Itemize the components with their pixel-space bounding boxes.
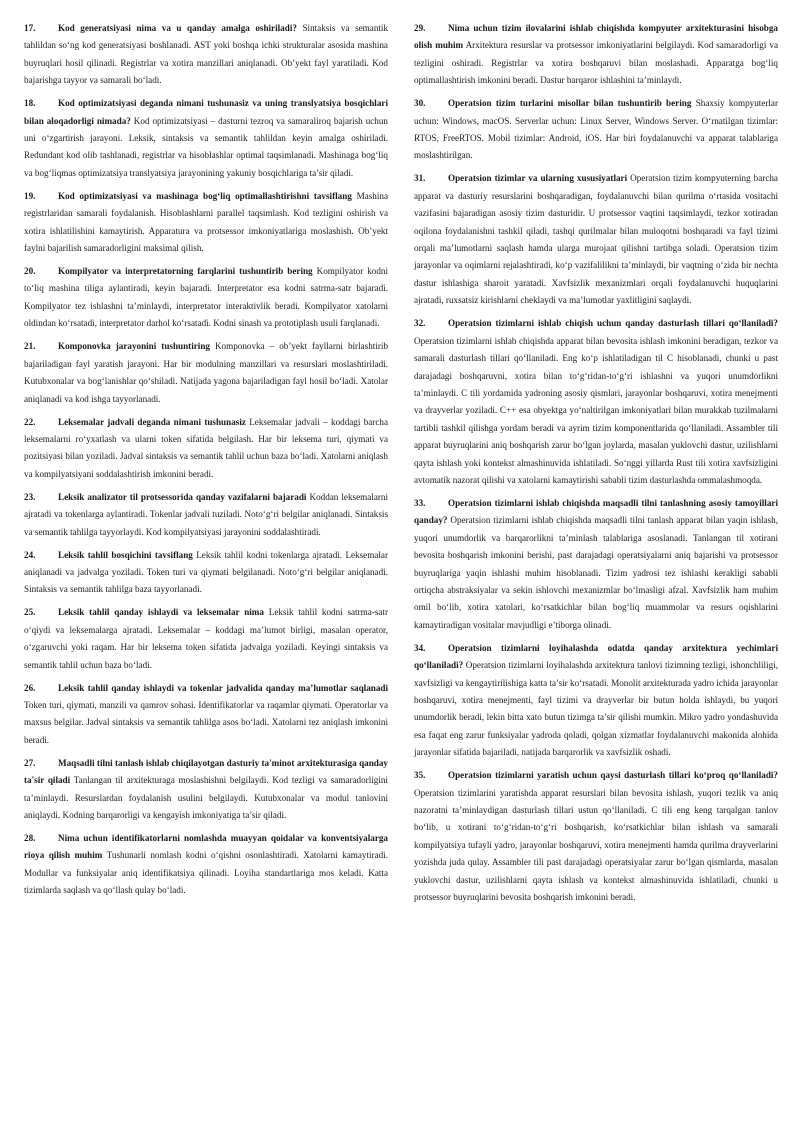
- question-number: 31.: [414, 173, 426, 184]
- question-number: 29.: [414, 23, 426, 33]
- question-item: [24, 680, 388, 750]
- question-item: [24, 338, 388, 408]
- question-title: Leksemalar jadvali deganda nimani tushunasiz: [58, 416, 246, 427]
- answer-text: Komponovka – ob’yekt fayllarni birlashtirib bajariladigan fayl yaratish jarayoni. Har bir modulning manzillari va resurslari moslashtiriladi. Kutubxonalar va bog‘lanishlar qo‘shiladi. Natijada yagona bajariladigan fayl hosil bo‘ladi. Xatolar aniqlanadi va kod ishga tayyorlanadi.: [24, 341, 389, 404]
- question-item: [24, 547, 388, 599]
- answer-text: Token turi, qiymati, manzili va qamrov sohasi. Identifikatorlar va raqamlar qiymati. Operatorlar va maxsus belgilar. Jadval sintaksis va semantik tahlilga asos bo‘ladi. Xatolarni tez aniqlash imkonini beradi.: [24, 699, 388, 745]
- question-number: 30.: [414, 98, 426, 109]
- question-item: [414, 170, 778, 309]
- question-title: Kod generatsiyasi nima va u qanday amalga oshiriladi?: [58, 23, 297, 33]
- answer-text: Operatsion tizimlarni ishlab chiqishda maqsadli tilni tanlash apparat bilan yaqin ishlash, yuqori unumdorlik va barqarorlikni ta’minlash talablariga asoslanadi. Tanlangan til xotirani bevosita boshqarish imkonini berishi, past darajadagi operatsiyalarni aniq bajarishi va protsessor buyruqlariga yaqin ishlashi muhim hisoblanadi. Tizim yadrosi tez ishlashi kerakligi sababli ortiqcha abstraksiyalar va sekin ishlovchi mexanizmlar bo‘lmasligi afzal. Xavfsizlik ham muhim omil bo‘lib, xotira xatolari, ko‘rsatkichlar bilan bog‘liq muammolar va resurs oqishlarini kamaytiradigan vositalar mavjudligi e’tiborga olinadi.: [414, 515, 778, 630]
- question-item: [24, 414, 388, 484]
- question-title: Kod optimizatsiyasi va mashinaga bog‘liq optimallashtirishni tavsiflang: [58, 190, 352, 201]
- answer-text: Tushunarli nomlash kodni o‘qishni osonlashtiradi. Xatolarni kamaytiradi. Modullar va funksiyalar aniq identifikatsiya qilinadi. Loyiha standartlariga mos keladi. Katta tizimlarda saqlash va qo‘llash qulay bo‘ladi.: [24, 850, 388, 896]
- answer-text: Sintaksis va semantik tahlildan so‘ng kod generatsiyasi boshlanadi. AST yoki boshqa ichki strukturalar asosida mashina buyruqlari hosil qilinadi. Registrlar va xotira manzillari aniqlanadi. Ob’yekt fayl yaratiladi. Kod bajarishga tayyor va samarali bo‘ladi.: [24, 23, 389, 86]
- question-number: 33.: [414, 497, 426, 508]
- question-item: [24, 263, 388, 333]
- question-item: [24, 755, 388, 825]
- question-number: 21.: [24, 341, 36, 352]
- question-title: Leksik tahlil qanday ishlaydi va tokenlar jadvalida qanday ma’lumotlar saqlanadi: [58, 682, 388, 693]
- question-title: Leksik analizator til protsessorida qanday vazifalarni bajaradi: [58, 491, 307, 502]
- question-title: Operatsion tizimlarni ishlab chiqishda maqsadli tilni tanlashning asosiy tamoyillari qanday?: [414, 497, 778, 526]
- question-title: Operatsion tizim turlarini misollar bilan tushuntirib bering: [448, 98, 692, 109]
- question-item: [24, 830, 388, 900]
- answer-text: Mashina registrlaridan samarali foydalanish. Hisoblashlarni parallel taqsimlash. Kod tezligini oshirish va xotira ishlatilishini kamaytirish. Apparatura va protsessor imkoniyatlariga moslashish. Ob’yekt faylni bajarilish samaradorligini maksimal qilish.: [24, 190, 389, 254]
- question-number: 18.: [24, 98, 36, 109]
- answer-text: Koddan leksemalarni ajratadi va tokenlarga aylantiradi. Tokenlar jadvali tuziladi. Noto‘g‘ri belgilar aniqlanadi. Sintaksis va semantik tahlilga tayyorlaydi. Kod kompilyatsiyasi jarayonini soddalashtiradi.: [24, 491, 389, 537]
- answer-text: Tanlangan til arxitekturaga moslashishni belgilaydi. Kod tezligi va samaradorligini ta’minlaydi. Resurslardan foydalanish usulini belgilaydi. Kutubxonalar va modul tanlovini aniqlaydi. Kodning barqarorligi va kengayish imkoniyatiga ta’sir qiladi.: [24, 775, 388, 820]
- question-item: [414, 20, 778, 90]
- question-title: Operatsion tizimlarni loyihalashda odatda qanday arxitektura yechimlari qo‘llaniladi?: [414, 642, 778, 671]
- question-number: 25.: [24, 607, 36, 618]
- answer-text: Operatsion tizimlarni loyihalashda arxitektura tanlovi tizimning tezligi, ishonchliligi, xavfsizligi va kengaytirilishiga katta ta’sir ko‘rsatadi. Monolit arxitekturada yadro ichida jarayonlar boshqaruvi, xotira menejmenti, fayl tizimi va drayverlar bir butun holda ishlaydi, bu yuqori unumdorlik beradi, lekin bitta xato butun tizimga ta’sir qilishi mumkin. Mikro yadro yondashuvida esa faqat eng zarur funksiyalar yadroda qoladi, qolgan xizmatlar foydalanuvchi makonida alohida jarayonlar sifatida bajariladi, natijada barqarorlik va xavfsizlik oshadi.: [414, 660, 779, 758]
- question-number: 34.: [414, 642, 426, 653]
- question-title: Leksik tahlil bosqichini tavsiflang: [58, 549, 193, 560]
- question-number: 17.: [24, 23, 36, 33]
- question-item: [414, 640, 778, 762]
- question-item: [414, 95, 778, 165]
- question-title: Komponovka jarayonini tushuntiring: [58, 341, 210, 352]
- answer-text: Operatsion tizimlarni ishlab chiqishda apparat bilan bevosita ishlash imkonini beradigan, tezkor va samarali dasturlash tillari qo‘llaniladi. Eng ko‘p ishlatiladigan til C hisoblanadi, chunki u past darajadagi boshqaruvni, xotira bilan to‘g‘ridan-to‘g‘ri ishlashni va yuqori unumdorlikni ta’minlaydi. C tili yordamida yadroning asosiy qismlari, jarayonlar boshqaruvi, xotira menejmenti va drayverlar yoziladi. C++ esa obyektga yo‘naltirilgan imkoniyatlari bilan murakkab tuzilmalarni tartibli tashkil qilishga yordam beradi va ayrim tizim komponentlarida qo‘llaniladi. Assambler tili apparat buyruqlarini aniq boshqarish zarur bo‘lgan joylarda, masalan yuklovchi dastur, uzilishlarni qayta ishlash yoki kontekst almashinuvida ishlatiladi. So‘nggi yillarda Rust tili xotira xavfsizligini avtomatik nazorat qilishi va xatolarni kamaytirishi sababli tizim dasturlashda ommalashmoqda.: [414, 335, 778, 485]
- question-item: [24, 604, 388, 674]
- question-title: Kod optimizatsiyasi deganda nimani tushunasiz va uning translyatsiya bosqichlari bilan aloqadorligi nimada?: [24, 98, 388, 126]
- answer-text: Leksik tahlil kodni tokenlarga ajratadi. Leksemalar aniqlanadi va jadvalga yoziladi. Token turi va qiymati belgilanadi. Noto‘g‘ri belgilar aniqlanadi. Sintaksis va semantik tahlilga baza tayyorlanadi.: [24, 549, 388, 595]
- question-number: 22.: [24, 416, 36, 427]
- question-title: Maqsadli tilni tanlash ishlab chiqilayotgan dasturiy ta'minot arxitekturasiga qanday ta'sir qiladi: [24, 757, 388, 786]
- question-number: 27.: [24, 757, 36, 768]
- question-number: 23.: [24, 491, 36, 502]
- question-item: [414, 767, 778, 906]
- answer-text: Arxitektura resurslar va protsessor imkoniyatlarini belgilaydi. Kod samaradorligi va tezligini oshiradi. Registrlar va xotira boshqaruvi bilan moslashadi. Apparatga bog‘liq optimallashtirish imkonini beradi. Dastur barqaror ishlashini ta’minlaydi.: [414, 40, 778, 86]
- question-title: Operatsion tizimlar va ularning xususiyatlari: [448, 173, 628, 184]
- question-number: 35.: [414, 770, 426, 781]
- question-number: 26.: [24, 682, 36, 693]
- question-number: 20.: [24, 266, 36, 277]
- question-item: [24, 188, 388, 258]
- question-item: [414, 495, 778, 634]
- question-item: [24, 20, 388, 90]
- question-title: Kompilyator va interpretatorning farqlarini tushuntirib bering: [58, 266, 313, 277]
- question-number: 24.: [24, 549, 36, 560]
- question-item: [24, 95, 388, 182]
- answer-text: Operatsion tizim kompyuterning barcha apparat va dasturiy resurslarini boshqaradigan, foydalanuvchi bilan qurilma o‘rtasida vositachi vazifasini bajaradigan asosiy tizim dasturidir. U protsessor vaqtini taqsimlaydi, tezkor xotiradan oqilona foydalanishni tashkil qiladi, tashqi qurilmalar bilan muloqotni boshqaradi va fayl tizimi orqali ma’lumotlarni saqlash hamda ularga murojaat qilishni tartibga soladi. Operatsion tizim jarayonlar va oqimlarni rejalashtiradi, ko‘p vazifalilikni ta’minlaydi, bir vaqtning o‘zida bir nechta dastur ishlashiga sharoit yaratadi. Xavfsizlik mexanizmlari orqali foydalanuvchi huquqlarini ajratadi, ruxsatsiz kirishlarni cheklaydi va ma’lumotlar yaxlitligini saqlaydi.: [414, 173, 778, 306]
- question-title: Operatsion tizimlarni ishlab chiqish uchun qanday dasturlash tillari qo‘llaniladi?: [448, 318, 778, 329]
- answer-text: Leksemalar jadvali – koddagi barcha leksemalarni ro‘yxatlash va ularni token sifatida belgilash. Har bir leksema turi, qiymati va pozitsiyasi bilan yoziladi. Jadval sintaksis va semantik tahlil uchun baza bo‘ladi. Xatolarni aniqlash va kompilyatsiyani soddalashtirish imkonini beradi.: [24, 416, 389, 479]
- answer-text: Kompilyator kodni to‘liq mashina tiliga aylantiradi, keyin bajaradi. Interpretator esa kodni satrma-satr bajaradi. Kompilyator tez ishlashni ta’minlaydi, interpretator interaktivlik beradi. Kompilyator xatolarni oldindan ko‘rsatadi, interpretator darhol ko‘rsatadi. Kodni sinash va prototiplash usuli farqlanadi.: [24, 266, 389, 329]
- question-title: Operatsion tizimlarni yaratish uchun qaysi dasturlash tillari ko‘proq qo‘llaniladi?: [448, 770, 778, 781]
- question-title: Nima uchun identifikatorlarni nomlashda muayyan qoidalar va konventsiyalarga rioya qilish muhim: [24, 833, 388, 861]
- answer-text: Shaxsiy kompyuterlar uchun: Windows, macOS. Serverlar uchun: Linux Server, Windows Server. O‘rnatilgan tizimlar: RTOS, FreeRTOS. Mobil tizimlar: Android, iOS. Har biri foydalanuvchi va apparat talablariga moslashtirilgan.: [414, 98, 779, 161]
- right-column: [414, 20, 778, 1131]
- question-title: Nima uchun tizim ilovalarini ishlab chiqishda kompyuter arxitekturasini hisobga olish muhim: [414, 23, 778, 51]
- left-column: [24, 20, 388, 1131]
- question-number: 19.: [24, 190, 36, 201]
- answer-text: Operatsion tizimlarini yaratishda apparat resurslari bilan bevosita ishlash, yuqori tezlik va aniq nazoratni ta’minlaydigan dasturlash tillari ustun qo‘llaniladi. C tili eng keng tarqalgan tanlov bo‘lib, u xotirani to‘g‘ridan-to‘g‘ri boshqarish, ko‘rsatkichlar bilan ishlash va samarali kompilyatsiya tufayli yadro, jarayonlar boshqaruvi, xotira menejmenti hamda qurilma drayverlarini yozishda juda qulay. Assambler tili past darajadagi operatsiyalar zarur bo‘lgan qismlarda, masalan yuklovchi dastur, uzilishlarni qayta ishlash va kontekst almashinuvida ishlatiladi, chunki u protsessor buyruqlarini bevosita boshqarish imkonini beradi.: [414, 787, 778, 903]
- answer-text: Leksik tahlil kodni satrma-satr o‘qiydi va leksemalarga ajratadi. Leksemalar – koddagi ma’lumot birligi, masalan operator, o‘zgaruvchi yoki raqam. Har bir leksema token sifatida jadvalga yoziladi. Keyingi sintaksis va semantik tahlil uchun baza bo‘ladi.: [24, 607, 388, 670]
- question-number: 28.: [24, 833, 36, 843]
- question-item: [24, 489, 388, 541]
- answer-text: Kod optimizatsiyasi – dasturni tezroq va samaraliroq bajarish uchun uni o‘zgartirish jarayoni. Leksik, sintaksis va semantik tahlildan keyin amalga oshiriladi. Redundant kod olib tashlanadi, registrlar va hisoblashlar optimal taqsimlanadi. Mashinaga bog‘liq va bog‘liqmas optimizatsiya translyatsiya jarayonining yakuniy bosqichlariga ta’sir qiladi.: [24, 115, 388, 178]
- question-number: 32.: [414, 318, 426, 329]
- question-item: [414, 315, 778, 489]
- question-title: Leksik tahlil qanday ishlaydi va leksemalar nima: [58, 607, 264, 618]
